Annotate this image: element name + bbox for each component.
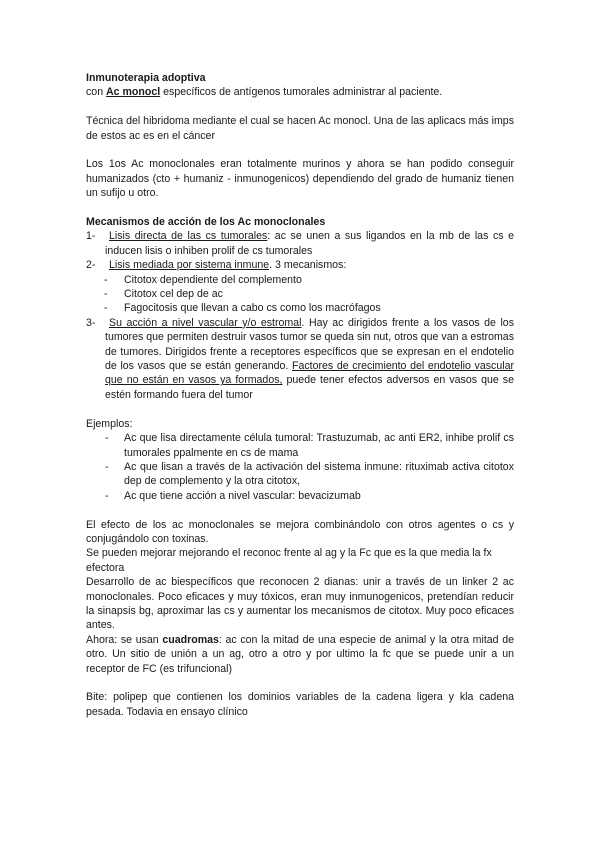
mecanismo-sublist — [86, 273, 514, 316]
mecanismo-number: 2- — [86, 259, 96, 272]
mecanismo-text: : ac se unen a sus ligandos en la mb de las cs e inducen lisis o inhiben prolif de cs tumorales — [105, 230, 514, 257]
mecanismo-item-3 — [86, 316, 514, 402]
mecanismos-heading: Mecanismos de acción de los Ac monoclonales — [86, 216, 326, 229]
cuadromas-term: cuadromas — [162, 633, 219, 646]
sublist-item: - Fagocitosis que llevan a cabo cs como los macrófagos — [104, 302, 381, 315]
ejemplo-item: - Ac que lisa directamente célula tumoral: Trastuzumab, ac anti ER2, inhibe prolif cs tumorales ppalmente en cs de mama — [105, 432, 514, 459]
sublist-item: - Citotox cel dep de ac — [104, 288, 223, 301]
mejorar-paragraph: Se pueden mejorar mejorando el reconoc frente al ag y la Fc que es la que media la fx efectora — [86, 547, 492, 574]
efecto-paragraph: El efecto de los ac monoclonales se mejora combinándolo con otros agentes o cs y conjugándolo con toxinas. — [86, 518, 514, 545]
intro-paragraph — [86, 85, 514, 99]
mecanismo-underlined-2: Factores de crecimiento del endotelio vascular que no están en vasos ya formados, — [105, 360, 514, 387]
mecanismo-underlined: Lisis mediada por sistema inmune — [109, 259, 270, 272]
intro-suffix: específicos de antígenos tumorales administrar al paciente. — [160, 86, 443, 99]
primeros-paragraph: Los 1os Ac monoclonales eran totalmente murinos y ahora se han podido conseguir humanizados (cto + humaniz - inmunogenicos) dependiendo del grado de humaniz tienen un sufijo u otro. — [86, 158, 514, 200]
intro-underlined: Ac monocl — [106, 86, 161, 99]
mecanismo-text: . Hay ac dirigidos frente a los vasos de los tumores que permiten destruir vasos tumor se queda sin nut, otros que van a estromas de tumores. Dirigidos frente a receptores específicos que se expresan en el endotelio de los vasos que se están generando. — [105, 316, 514, 373]
mecanismo-item-1 — [86, 229, 514, 258]
intro-prefix: con — [86, 86, 107, 99]
mecanismo-underlined: Lisis directa de las cs tumorales — [109, 230, 268, 243]
ejemplo-item: - Ac que tiene acción a nivel vascular: bevacizumab — [105, 489, 361, 502]
mecanismo-number: 3- — [86, 316, 96, 329]
ejemplo-item: - Ac que lisan a través de la activación del sistema inmune: rituximab activa citotox dep de complemento y la otra citotox, — [105, 460, 514, 488]
mecanismo-item-2 — [86, 258, 514, 272]
bite-paragraph: Bite: polipep que contienen los dominios variables de la cadena ligera y kla cadena pesada. Todavia en ensayo clínico — [86, 691, 514, 718]
section-title: Inmunoterapia adoptiva — [86, 72, 206, 84]
mecanismo-text: . 3 mecanismos: — [269, 259, 347, 272]
hibridoma-paragraph: Técnica del hibridoma mediante el cual se hacen Ac monocl. Una de las aplicacs más imps de estos ac es en el cáncer — [86, 115, 514, 142]
mecanismo-number: 1- — [86, 230, 96, 243]
mecanismo-text-2: puede tener efectos adversos en vasos que se estén formando fuera del tumor — [105, 374, 514, 401]
document-body — [86, 71, 514, 719]
ejemplos-heading: Ejemplos: — [86, 417, 133, 430]
biespecificos-paragraph: Desarrollo de ac biespecíficos que reconocen 2 dianas: unir a través de un linker 2 ac monoclonales. Poco eficaces y muy tóxicos, eran muy inmunogenicos, pretendían reducir la sinapsis bg, aproximar las cs y aumentar los mecanismos de citotox. Muy poco eficaces antes. — [86, 576, 514, 632]
cuadromas-paragraph: Ahora: se usan cuadromas: ac con la mitad de una especie de animal y la otra mitad de otro. Un sitio de unión a un ag, otro a otro y por ultimo la fc que se puede unir a un receptor de FC (es trifuncional) — [86, 633, 514, 675]
mecanismo-underlined: Su acción a nivel vascular y/o estromal — [109, 316, 302, 329]
sublist-item: - Citotox dependiente del complemento — [104, 273, 302, 286]
